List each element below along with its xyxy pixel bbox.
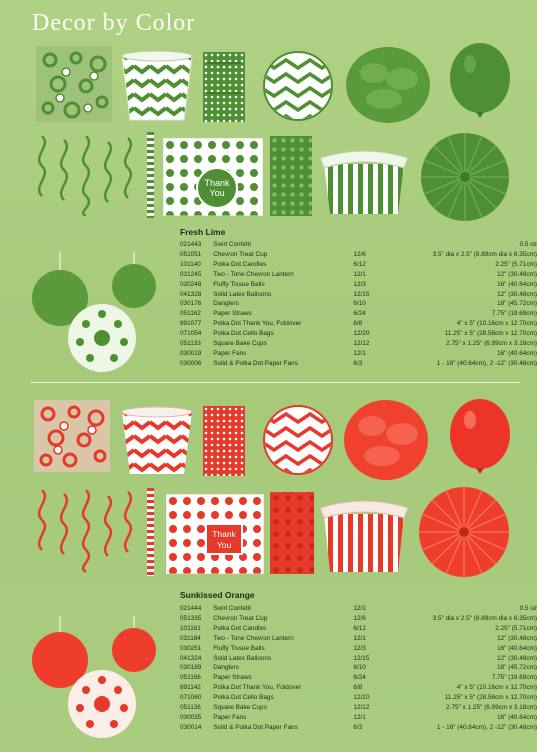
sku-cell: 030035 xyxy=(180,713,202,721)
sku-cell: 030189 xyxy=(180,664,202,672)
sku-cell: 051335 xyxy=(180,614,202,622)
pack-cell: 6/12 xyxy=(353,260,366,268)
pack-cell: 12/1 xyxy=(353,605,366,612)
pack-cell: 6/3 xyxy=(353,723,363,731)
table-row xyxy=(180,693,537,703)
sku-cell: 891077 xyxy=(180,320,202,328)
table-row xyxy=(180,644,537,654)
table-row xyxy=(180,634,537,644)
size-cell: 12" (30.48cm) xyxy=(497,634,537,642)
chevron-lantern-image xyxy=(262,50,334,122)
sku-cell: 030019 xyxy=(180,349,202,357)
table-row xyxy=(180,723,537,733)
sku-cell: 051162 xyxy=(180,310,201,318)
sku-cell: 030014 xyxy=(180,723,202,731)
table-row xyxy=(180,339,537,349)
table-row xyxy=(180,673,537,683)
page-title: Decor by Color xyxy=(32,10,196,36)
table-row xyxy=(180,290,537,300)
size-cell: 2.25" (5.71cm) xyxy=(495,260,537,268)
size-cell: 2.75" x 1.25" (6.99cm x 3.18cm) xyxy=(446,704,537,712)
thank-you-label: You xyxy=(209,188,225,198)
pack-cell: 12/20 xyxy=(353,330,370,338)
size-cell: 1 - 16" (40.64cm), 2 -12" (30.48cm) xyxy=(436,723,537,731)
table-row xyxy=(180,713,537,723)
paper-straws-image xyxy=(146,488,156,576)
product-table xyxy=(180,604,537,733)
pack-cell: 12/6 xyxy=(353,250,366,258)
pack-cell: 6/12 xyxy=(353,624,366,632)
table-row xyxy=(180,299,537,309)
sku-cell: 021443 xyxy=(180,241,202,248)
latex-balloon-image xyxy=(448,398,512,482)
description-cell: Two - Tone Chevron Lantern xyxy=(213,634,294,642)
pack-cell: 12/1 xyxy=(353,349,366,357)
sku-cell: 101161 xyxy=(180,624,201,632)
sku-cell: 021444 xyxy=(180,605,202,612)
description-cell: Polka Dot Thank You, Foldover xyxy=(213,320,302,328)
description-cell: Danglers xyxy=(213,300,239,308)
description-cell: Polka Dot Candles xyxy=(213,624,267,632)
size-cell: 3.5" dia x 2.5" (8.89cm dia x 6.35cm) xyxy=(432,250,537,258)
description-cell: Solid & Polka Dot Paper Fans xyxy=(213,359,298,367)
description-cell: Square Bake Cups xyxy=(213,704,267,712)
pack-cell: 12/12 xyxy=(353,340,370,348)
description-cell: Danglers xyxy=(213,664,239,672)
table-row xyxy=(180,309,537,319)
product-table xyxy=(180,240,537,369)
sku-cell: 891142 xyxy=(180,684,201,692)
danglers-image xyxy=(34,136,134,216)
chevron-treat-cup-image xyxy=(118,404,196,476)
size-cell: 7.75" (19.69cm) xyxy=(491,310,537,318)
product-table-body xyxy=(180,604,537,733)
size-cell: 2.25" (5.71cm) xyxy=(495,624,537,632)
thank-you-label: You xyxy=(216,540,232,550)
size-cell: 16" (40.64cm) xyxy=(497,349,537,357)
table-row xyxy=(180,349,537,359)
pack-cell: 6/3 xyxy=(353,359,363,367)
pack-cell: 6/24 xyxy=(353,674,366,682)
swirl-confetti-image xyxy=(36,46,112,122)
description-cell: Paper Straws xyxy=(213,310,252,318)
bake-cup-image xyxy=(318,498,410,574)
pack-cell: 12/3 xyxy=(353,280,366,288)
table-row xyxy=(180,654,537,664)
size-cell: 16" (40.64cm) xyxy=(497,280,537,288)
pack-cell: 12/15 xyxy=(353,290,370,298)
pack-cell: 6/10 xyxy=(353,664,366,672)
paper-fan-image xyxy=(420,132,510,222)
table-row xyxy=(180,624,537,634)
description-cell: Square Bake Cups xyxy=(213,340,267,348)
sku-cell: 041324 xyxy=(180,654,202,662)
size-cell: 4" x 5" (10.16cm x 12.70cm) xyxy=(456,320,537,328)
table-row xyxy=(180,703,537,713)
pack-cell: 6/10 xyxy=(353,300,366,308)
description-cell: Polka Dot Candles xyxy=(213,260,267,268)
size-cell: 12" (30.48cm) xyxy=(497,290,537,298)
table-row xyxy=(180,260,537,270)
description-cell: Swirl Confetti xyxy=(213,241,251,248)
sku-cell: 101140 xyxy=(180,260,201,268)
size-cell: 11.25" x 5" (28.58cm x 12.70cm) xyxy=(444,694,537,702)
polka-dot-candles-image xyxy=(203,52,245,122)
thank-you-card-image xyxy=(163,138,263,216)
sku-cell: 051133 xyxy=(180,340,201,348)
size-cell: 18" (45.72cm) xyxy=(497,300,537,308)
pack-cell: 6/8 xyxy=(353,684,363,692)
cello-bag-image xyxy=(270,492,314,574)
pack-cell: 12/12 xyxy=(353,704,370,712)
description-cell: Fluffy Tissue Balls xyxy=(213,644,265,652)
table-row xyxy=(180,614,537,624)
description-cell: Polka Dot Cello Bags xyxy=(213,694,274,702)
sku-cell: 071054 xyxy=(180,330,202,338)
swirl-confetti-image xyxy=(34,400,110,472)
description-cell: Paper Fans xyxy=(213,349,247,357)
table-row xyxy=(180,270,537,280)
paper-fans-trio-image xyxy=(30,252,158,374)
section-title: Sunkissed Orange xyxy=(180,590,255,600)
size-cell: 1 - 16" (40.64cm), 2 -12" (30.48cm) xyxy=(436,359,537,367)
sku-cell: 051051 xyxy=(180,250,202,258)
sku-cell: 031184 xyxy=(180,634,201,642)
section-title: Fresh Lime xyxy=(180,227,226,237)
size-cell: 11.25" x 5" (28.58cm x 12.70cm) xyxy=(444,330,537,338)
table-row xyxy=(180,663,537,673)
sku-cell: 031245 xyxy=(180,270,202,278)
thank-you-label: Thank xyxy=(212,529,236,539)
size-cell: 0.5 oz xyxy=(519,605,537,612)
pack-cell: 12/3 xyxy=(353,644,366,652)
chevron-lantern-image xyxy=(262,404,334,476)
fluffy-tissue-ball-image xyxy=(344,45,432,125)
pack-cell: 12/1 xyxy=(353,634,366,642)
description-cell: Two - Tone Chevron Lantern xyxy=(213,270,294,278)
description-cell: Paper Fans xyxy=(213,713,247,721)
danglers-image xyxy=(34,490,134,574)
size-cell: 0.5 oz xyxy=(519,241,537,248)
table-row xyxy=(180,329,537,339)
thank-you-card-image xyxy=(166,494,264,574)
description-cell: Solid & Polka Dot Paper Fans xyxy=(213,723,298,731)
sku-cell: 030248 xyxy=(180,280,202,288)
table-row xyxy=(180,250,537,260)
description-cell: Polka Dot Thank You, Foldover xyxy=(213,684,302,692)
description-cell: Fluffy Tissue Balls xyxy=(213,280,265,288)
paper-fans-trio-image xyxy=(30,616,158,740)
sku-cell: 041328 xyxy=(180,290,202,298)
pack-cell: 12/6 xyxy=(353,614,366,622)
size-cell: 12" (30.48cm) xyxy=(497,270,537,278)
product-table-body xyxy=(180,240,537,369)
sku-cell: 051136 xyxy=(180,704,201,712)
table-row xyxy=(180,319,537,329)
section-divider xyxy=(30,382,520,383)
bake-cup-image xyxy=(318,148,410,216)
description-cell: Solid Latex Balloons xyxy=(213,290,272,298)
size-cell: 16" (40.64cm) xyxy=(497,644,537,652)
paper-straws-image xyxy=(146,132,156,218)
pack-cell: 12/15 xyxy=(353,654,370,662)
description-cell: Chevron Treat Cup xyxy=(213,250,268,258)
size-cell: 4" x 5" (10.16cm x 12.70cm) xyxy=(456,684,537,692)
table-row xyxy=(180,683,537,693)
size-cell: 3.5" dia x 2.5" (8.89cm dia x 6.35cm) xyxy=(432,614,537,622)
description-cell: Chevron Treat Cup xyxy=(213,614,268,622)
table-row xyxy=(180,240,537,250)
cello-bag-image xyxy=(270,136,312,216)
table-row xyxy=(180,604,537,614)
description-cell: Solid Latex Balloons xyxy=(213,654,272,662)
thank-you-label: Thank xyxy=(204,178,230,188)
table-row xyxy=(180,359,537,369)
latex-balloon-image xyxy=(448,42,512,126)
polka-dot-candles-image xyxy=(203,406,245,476)
sku-cell: 030251 xyxy=(180,644,202,652)
size-cell: 12" (30.48cm) xyxy=(497,654,537,662)
pack-cell: 6/8 xyxy=(353,320,363,328)
description-cell: Swirl Confetti xyxy=(213,605,251,612)
paper-fan-image xyxy=(418,486,510,578)
size-cell: 7.75" (19.69cm) xyxy=(491,674,537,682)
fluffy-tissue-ball-image xyxy=(342,398,430,482)
pack-cell: 12/1 xyxy=(353,713,366,721)
description-cell: Paper Straws xyxy=(213,674,252,682)
sku-cell: 030006 xyxy=(180,359,202,367)
table-row xyxy=(180,280,537,290)
size-cell: 16" (40.64cm) xyxy=(497,713,537,721)
size-cell: 2.75" x 1.25" (6.99cm x 3.18cm) xyxy=(446,340,537,348)
pack-cell: 12/20 xyxy=(353,694,370,702)
sku-cell: 051166 xyxy=(180,674,201,682)
description-cell: Polka Dot Cello Bags xyxy=(213,330,274,338)
pack-cell: 12/1 xyxy=(353,270,366,278)
chevron-treat-cup-image xyxy=(118,48,196,122)
sku-cell: 030176 xyxy=(180,300,202,308)
sku-cell: 071060 xyxy=(180,694,202,702)
pack-cell xyxy=(353,240,406,250)
pack-cell: 6/24 xyxy=(353,310,366,318)
size-cell: 18" (45.72cm) xyxy=(497,664,537,672)
